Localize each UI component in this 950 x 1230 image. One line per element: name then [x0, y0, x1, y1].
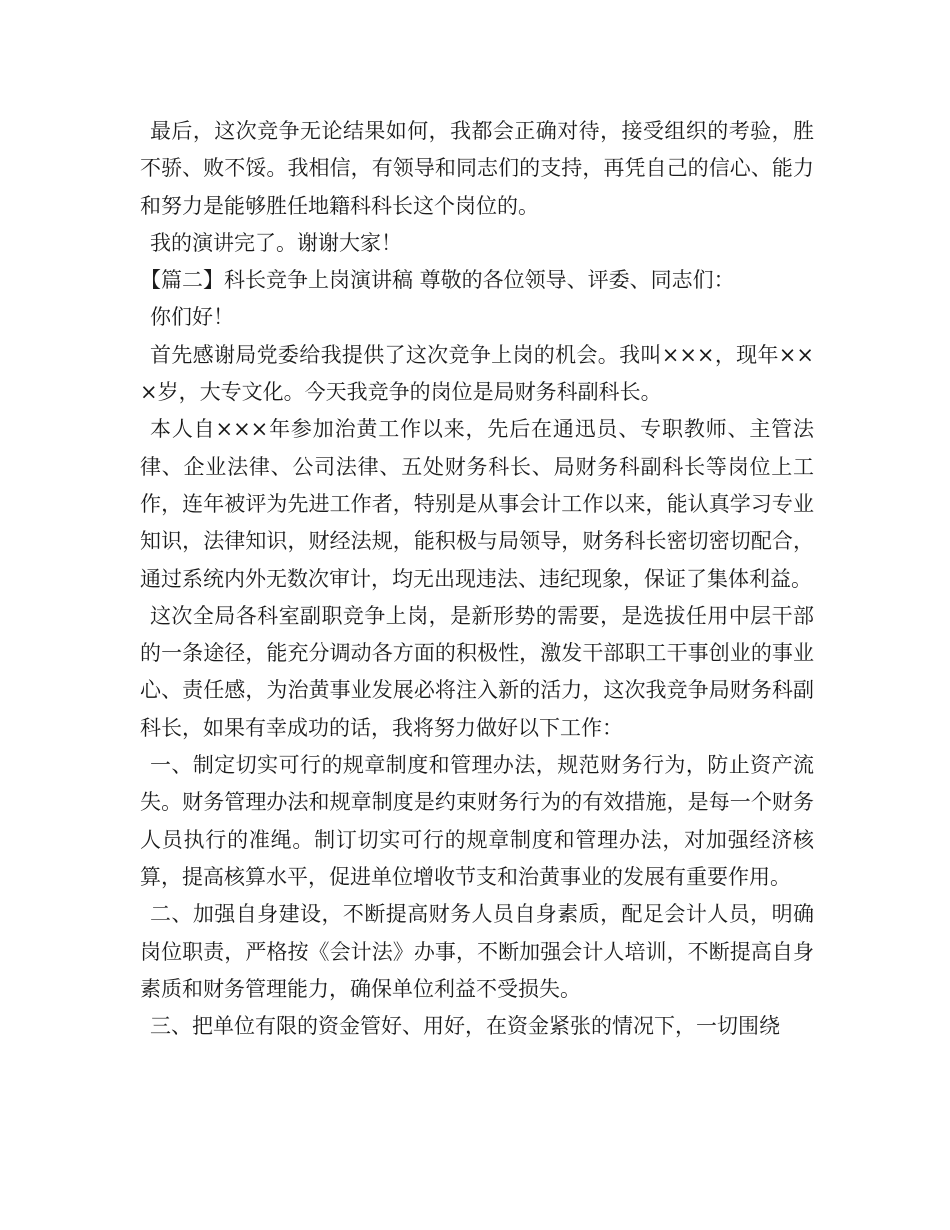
paragraph-thanks: 我的演讲完了。谢谢大家！: [150, 230, 402, 255]
paragraph-plan-item-one: 一、制定切实可行的规章制度和管理办法，规范财务行为，防止资产流失。财务管理办法和规章制度是约束财务行为的有效措施，是每一个财务人员执行的准绳。制订切实可行的规章制度和管理办法，对加强经济核算，提高核算水平，促进单位增收节支和治黄事业的发展有重要作用。: [140, 753, 814, 889]
paragraph-conclusion: 最后，这次竞争无论结果如何，我都会正确对待，接受组织的考验，胜不骄、败不馁。我相信，有领导和同志们的支持，再凭自己的信心、能力和努力是能够胜任地籍科科长这个岗位的。: [140, 119, 814, 218]
paragraph-plan-item-two: 二、加强自身建设，不断提高财务人员自身素质，配足会计人员，明确岗位职责，严格按《会计法》办事，不断加强会计人培训，不断提高自身素质和财务管理能力，确保单位利益不受损失。: [140, 902, 814, 1001]
paragraph-work-history: 本人自×××年参加治黄工作以来，先后在通迅员、专职教师、主管法律、企业法律、公司法律、五处财务科长、局财务科副科长等岗位上工作，连年被评为先进工作者，特别是从事会计工作以来，能认真学习专业知识，法律知识，财经法规，能积极与局领导，财务科长密切密切配合，通过系统内外无数次审计，均无出现违法、违纪现象，保证了集体利益。: [140, 417, 814, 591]
paragraph-plan-item-three: 三、把单位有限的资金管好、用好，在资金紧张的情况下，一切围绕: [150, 1014, 780, 1039]
paragraph-competition-purpose: 这次全局各科室副职竞争上岗，是新形势的需要，是选拔任用中层干部的一条途径，能充分调动各方面的积极性，激发干部职工干事创业的事业心、责任感，为治黄事业发展必将注入新的活力，这次我竞争局财务科副科长，如果有幸成功的话，我将努力做好以下工作：: [140, 603, 814, 740]
paragraph-greeting: 你们好！: [150, 305, 234, 330]
section-heading-part-two: 【篇二】科长竞争上岗演讲稿 尊敬的各位领导、评委、同志们：: [140, 268, 735, 293]
document-body: [140, 113, 814, 1045]
paragraph-introduction: 首先感谢局党委给我提供了这次竞争上岗的机会。我叫×××，现年×××岁，大专文化。今天我竞争的岗位是局财务科副科长。: [140, 342, 814, 405]
